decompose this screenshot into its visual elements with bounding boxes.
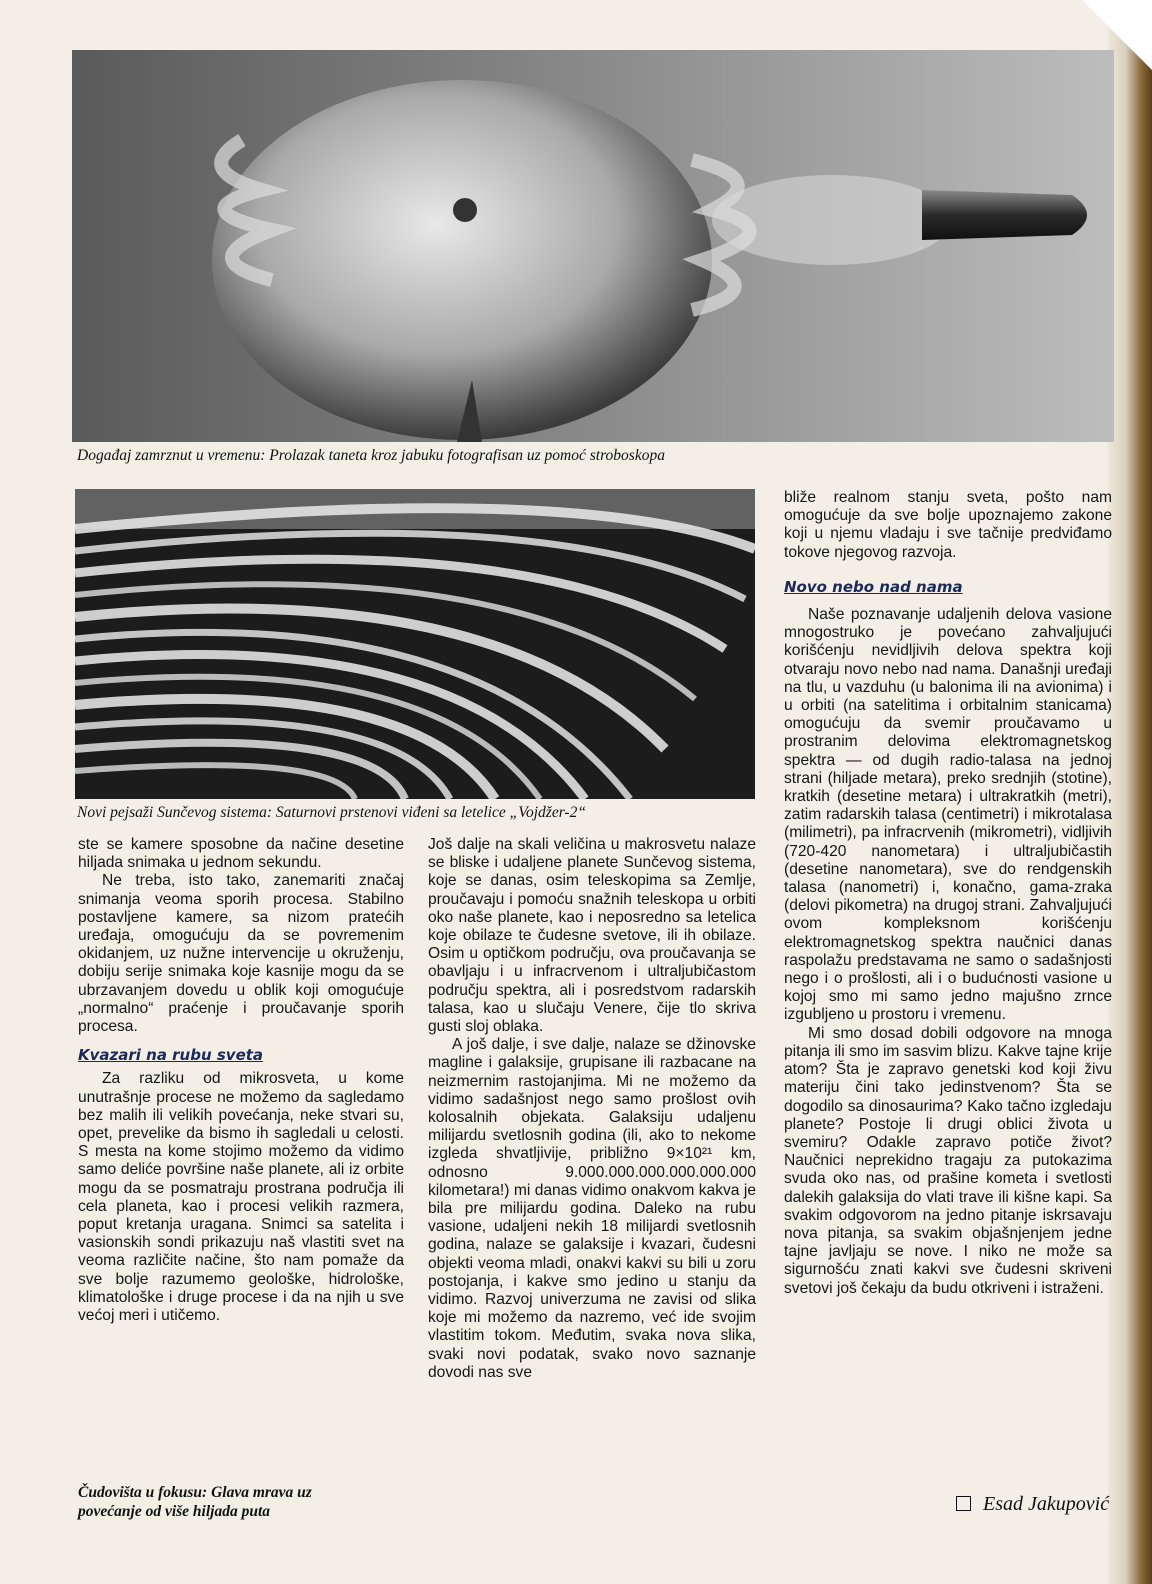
page-edge [1108, 0, 1152, 1584]
col3-paragraph-1: bliže realnom stanju sveta, pošto nam omogućuje da sve bolje upoznajemo zakone koji u njemu vladaju i sve tačnije predviđamo tokove njegovog razvoja. [784, 489, 1112, 561]
top-photo-caption: Događaj zamrznut u vremenu: Prolazak taneta kroz jabuku fotografisan uz pomoć stroboskopa [77, 447, 665, 464]
end-mark-box [956, 1496, 971, 1511]
apple-bullet-photo [72, 50, 1114, 442]
col1-paragraph-2: Ne treba, isto tako, zanemariti značaj snimanja veoma sporih procesa. Stabilno postavljene kamere, sa nizom pratećih uređaja, omogućuju da se povremenim okidanjem, uz nužne intervencije u okruženju, dobiju serije snimaka koje kasnije mogu da se ubrzavanjem dovedu u oblik koji omogućuje „normalno“ praćenje i proučavanje sporih procesa. [78, 872, 404, 1036]
article-column-2 [428, 836, 756, 1382]
col3-paragraph-3: Mi smo dosad dobili odgovore na mnoga pitanja ili smo im sasvim blizu. Kakve tajne krije atom? Šta je zapravo genetski kod koji živu materiju čini tako jedinstvenom? Šta se dogodilo sa dinosaurima? Kako tačno izgledaju planete? Postoje li drugi oblici života u svemiru? Odakle zapravo potiče život? Naučnici neprekidno tragaju za putokazima svuda oko nas, od prašine kometa i svetlosti dalekih galaksija do vlati trave ili kišne kapi. Sa svakim odgovorom na jedno pitanje iskrsavaju nova pitanja, sa svakim objašnjenjem jedne tajne javljaju se nove. I niko ne može sa sigurnošću znati kakvi sve čudesni skriveni svetovi još čekaju da budu otkriveni i istraženi. [784, 1024, 1112, 1297]
col1-paragraph-3: Za razliku od mikrosveta, u kome unutrašnje procese ne možemo da sagledamo bez malih ili velikih povećanja, neke stvari su, opet, prevelike da bismo ih sagledali u celosti. S mesta na kome stojimo možemo da vidimo samo deliće površine naše planete, ali iz orbite mogu da se posmatraju prostrana područja ili cela planeta, kao i procesi velikih razmera, poput kretanja uragana. Snimci sa satelita i vasionskih sondi prikazuju naš vlastiti svet na veoma različite načine, što nam pomaže da sve bolje razumemo geološke, hidrološke, klimatološke i druge procese i da na njih u sve većoj meri i utičemo. [78, 1070, 404, 1325]
saturn-rings-photo [75, 489, 755, 799]
author-name: Esad Jakupović [983, 1493, 1110, 1515]
saturn-photo-caption: Novi pejsaži Sunčevog sistema: Saturnovi prstenovi viđeni sa letelice „Vojdžer-2“ [77, 804, 586, 821]
ant-photo-caption-line2: povećanje od više hiljada puta [78, 1503, 271, 1520]
col3-paragraph-2: Naše poznavanje udaljenih delova vasione mnogostruko je povećano zahvaljujući korišćenju nevidljivih delova spektra koji otvaraju novo nebo nad nama. Današnji uređaji na tlu, u vazduhu (u balonima ili na avionima) i u orbiti (na satelitima i orbitalnim stanicama) omogućuju da svemir proučavamo u prostranim delovima elektromagnetskog spektra — od dugih radio-talasa na jednoj strani (hiljade metara), preko srednjih (stotine), kratkih (desetine metara) i ultrakratkih (metri), zatim radarskih talasa (centimetri) i mikrotalasa (milimetri), pa infracrvenih (mikrometri), vidljivih (720-420 nanometara) i ultraljubičastih (desetine nanometara), sve do rendgenskih talasa (nanometri) i, konačno, gama-zraka (delovi pikometra) na drugoj strani. Zahvaljujući ovom kompleksnom korišćenju elektromagnetskog spektra naučnici danas raspolažu predstavama ne samo o sadašnjosti nego i o prošlosti, ali i o budućnosti vasione u kojoj smo mi samo jedno majušno zrnce izgubljeno u prostoru i vremenu. [784, 606, 1112, 1024]
author-byline [956, 1493, 1109, 1516]
article-column-3 [784, 489, 1112, 1298]
col2-paragraph-1: Još dalje na skali veličina u makrosvetu nalaze se bliske i udaljene planete Sunčevog sistema, koje se danas, osim teleskopima sa Zemlje, proučavaju i pomoću snažnih teleskopa u orbiti oko naše planete, kao i neposredno sa letelica koje obilaze te čudesne svetove, ili ih obilaze. Osim u optičkom području, ova proučavanja se obavljaju i u infracrvenom i ultraljubičastom području spektra, ali i posredstvom radarskih talasa, kao u slučaju Venere, čije tlo skriva gusti sloj oblaka. [428, 836, 756, 1036]
article-column-1 [78, 836, 404, 1325]
col1-paragraph-1: ste se kamere sposobne da načine desetine hiljada snimaka u jednom sekundu. [78, 836, 404, 872]
section-heading-novo-nebo: Novo nebo nad nama [784, 577, 963, 596]
col2-paragraph-2: A još dalje, i sve dalje, nalaze se džinovske magline i galaksije, grupisane ili razbacane na neizmernim rastojanjima. Mi ne možemo da vidimo sadašnjost nego samo prošlost ovih kolosalnih objekata. Galaksiju udaljenu milijardu svetlosnih godina (ili, ako to nekome izgleda shvatljivije, približno 9×10²¹ km, odnosno 9.000.000.000.000.000.000 kilometara!) mi danas vidimo onakvom kakva je bila pre milijardu godina. Daleko na rubu vasione, udaljeni nekih 18 milijardi svetlosnih godina, nalaze se galaksije i kvazari, čudesni objekti veoma mladi, onakvi kakvi su bili u zoru postojanja, i kakve smo jedino u stanju da vidimo. Razvoj univerzuma ne zavisi od slika koje mi možemo da nazremo, već ide svojim vlastitim tokom. Međutim, svaka nova slika, svaki novi podatak, svako novo saznanje dovodi nas sve [428, 1036, 756, 1381]
section-heading-kvazari: Kvazari na rubu sveta [78, 1046, 264, 1065]
ant-photo-caption-line1: Čudovišta u fokusu: Glava mrava uz [78, 1484, 312, 1501]
